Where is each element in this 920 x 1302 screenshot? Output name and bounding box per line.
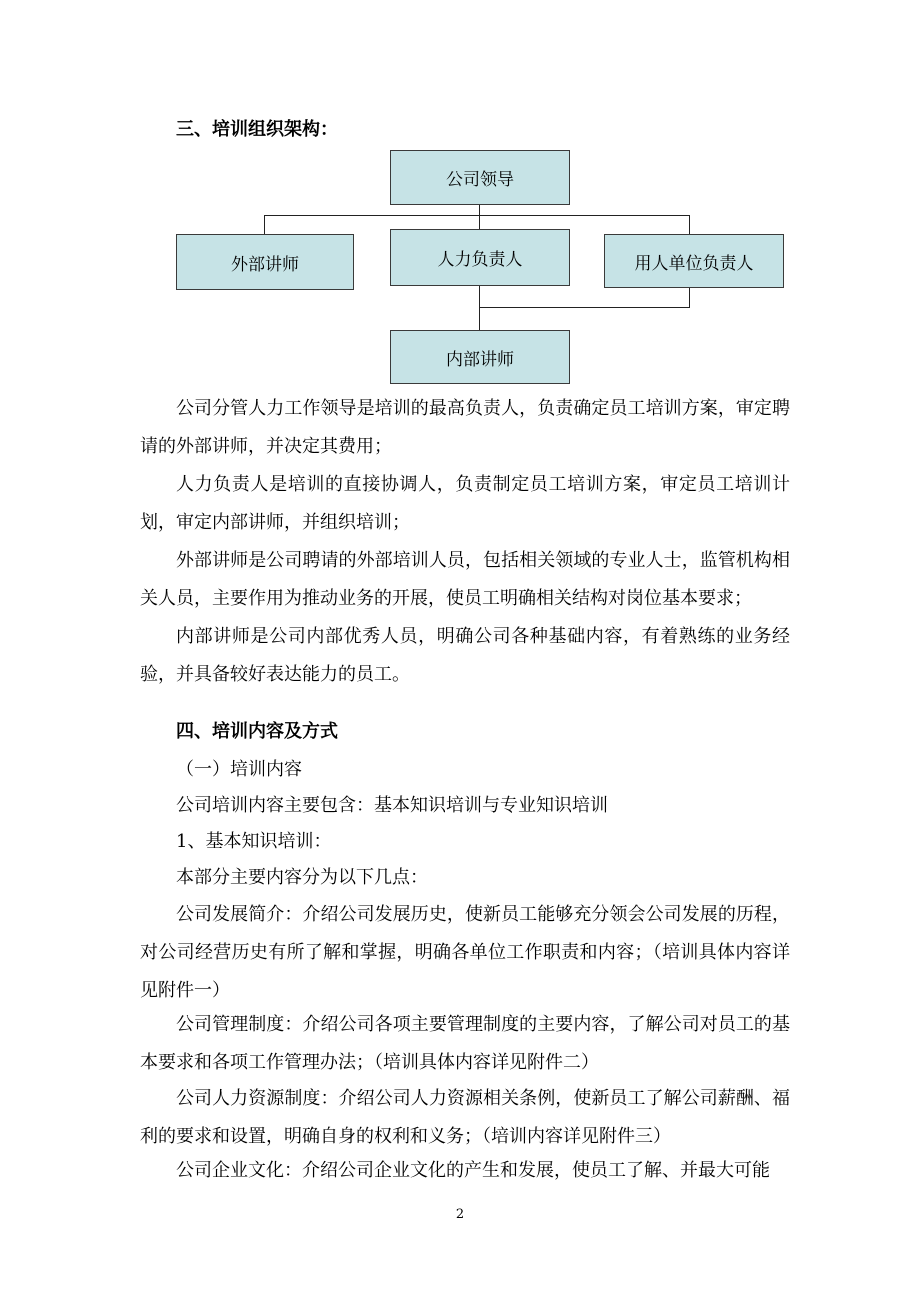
page-number: 2 (455, 1207, 465, 1222)
section-4-intro: 公司培训内容主要包含：基本知识培训与专业知识培训 (176, 795, 608, 816)
org-line-left-drop (264, 215, 265, 234)
org-line-right-drop (689, 215, 690, 234)
paragraph-company-history: 公司发展简介：介绍公司发展历史，使新员工能够充分领会公司发展的历程，对公司经营历史有所了解和掌握，明确各单位工作职责和内容；（培训具体内容详见附件一） (140, 904, 790, 1001)
paragraph-corporate-culture: 公司企业文化：介绍公司企业文化的产生和发展，使员工了解、并最大可能 (176, 1160, 770, 1181)
section-4-subtitle: （一）培训内容 (176, 759, 302, 780)
org-line-center-drop (479, 215, 480, 229)
org-box-company-leader: 公司领导 (390, 150, 570, 205)
org-box-external-lecturer: 外部讲师 (176, 234, 354, 290)
section-3-heading: 三、培训组织架构： (176, 119, 338, 140)
item-1-title: 1、基本知识培训： (176, 831, 332, 852)
paragraph-company-leader: 公司分管人力工作领导是培训的最高负责人，负责确定员工培训方案，审定聘请的外部讲师，并决定其费用； (140, 398, 790, 457)
paragraph-hr-lead: 人力负责人是培训的直接协调人，负责制定员工培训方案，审定员工培训计划，审定内部讲师，并组织培训； (140, 474, 790, 533)
section-4-heading: 四、培训内容及方式 (176, 721, 338, 742)
org-box-internal-lecturer: 内部讲师 (390, 330, 570, 384)
paragraph-hr-system: 公司人力资源制度：介绍公司人力资源相关条例，使新员工了解公司薪酬、福利的要求和设置，明确自身的权利和义务；（培训内容详见附件三） (140, 1088, 790, 1147)
org-line-right-return-up (689, 288, 690, 308)
org-line-right-return (479, 307, 690, 308)
paragraph-external-lecturer: 外部讲师是公司聘请的外部培训人员，包括相关领域的专业人士，监管机构相关人员，主要作用为推动业务的开展，使员工明确相关结构对岗位基本要求； (140, 550, 790, 609)
org-line-horizontal (264, 215, 690, 216)
paragraph-internal-lecturer: 内部讲师是公司内部优秀人员，明确公司各种基础内容，有着熟练的业务经验，并具备较好表达能力的员工。 (140, 626, 790, 685)
org-line-bottom-stem (479, 286, 480, 330)
org-line-top-stem (479, 205, 480, 215)
org-box-department-lead: 用人单位负责人 (604, 234, 784, 288)
org-box-hr-lead: 人力负责人 (390, 229, 570, 286)
paragraph-management-system: 公司管理制度：介绍公司各项主要管理制度的主要内容，了解公司对员工的基本要求和各项工作管理办法；（培训具体内容详见附件二） (140, 1014, 790, 1073)
item-1-intro: 本部分主要内容分为以下几点： (176, 867, 428, 888)
